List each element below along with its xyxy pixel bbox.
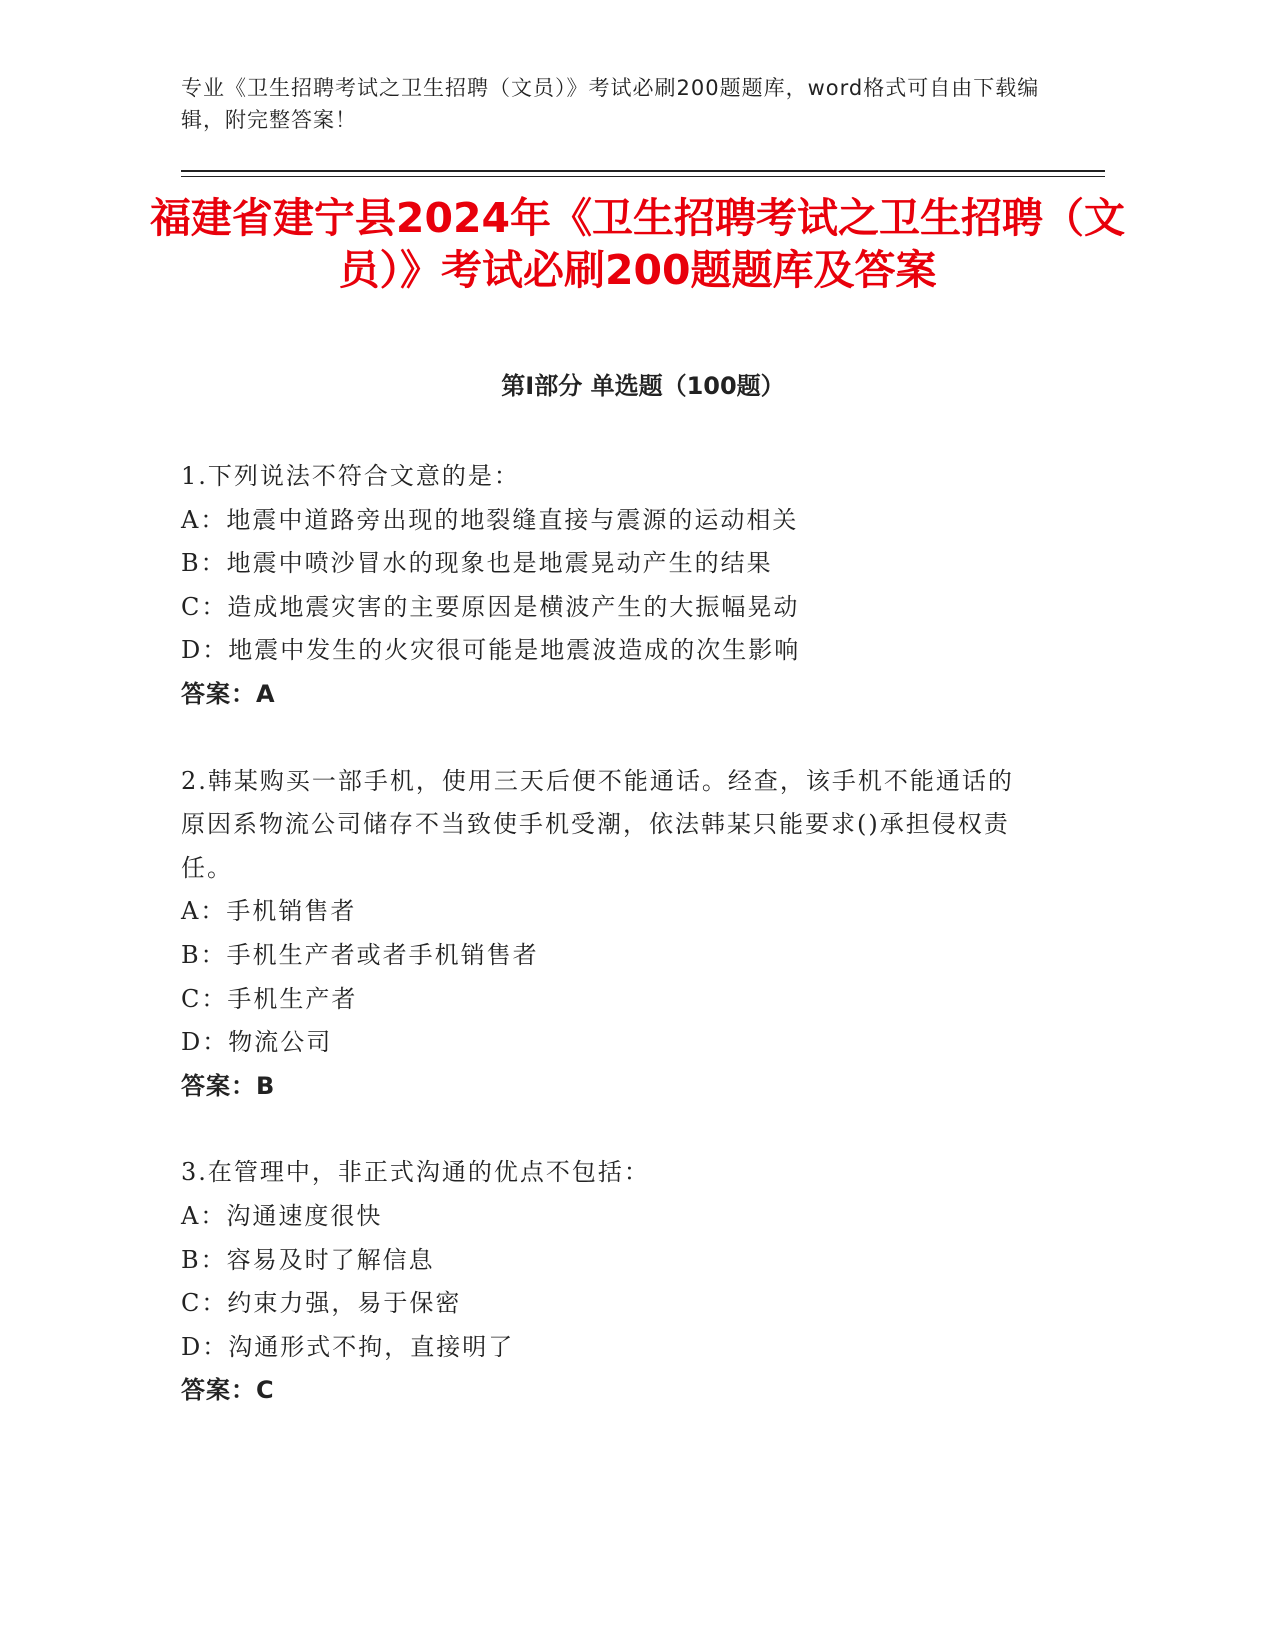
header-rule-thin xyxy=(181,176,1105,177)
option-d: D：物流公司 xyxy=(181,1028,333,1057)
document-title: 福建省建宁县2024年《卫生招聘考试之卫生招聘（文员）》考试必刷200题题库及答案 xyxy=(149,194,1126,294)
question-stem: 1.下列说法不符合文意的是： xyxy=(181,462,520,490)
option-c: C：造成地震灾害的主要原因是横波产生的大振幅晃动 xyxy=(181,592,800,621)
question-2 xyxy=(181,760,1031,1109)
option-d: D：沟通形式不拘，直接明了 xyxy=(181,1332,515,1361)
option-a: A：沟通速度很快 xyxy=(181,1201,383,1230)
option-b: B：容易及时了解信息 xyxy=(181,1245,435,1274)
intro-text: 专业《卫生招聘考试之卫生招聘（文员）》考试必刷200题题库，word格式可自由下载编辑，附完整答案！ xyxy=(181,76,1040,132)
question-stem: 2.韩某购买一部手机，使用三天后便不能通话。经查，该手机不能通话的原因系物流公司储存不当致使手机受潮，依法韩某只能要求()承担侵权责任。 xyxy=(181,766,1014,882)
option-d: D：地震中发生的火灾很可能是地震波造成的次生影响 xyxy=(181,636,801,665)
option-c: C：约束力强，易于保密 xyxy=(181,1289,462,1318)
answer-line: 答案：C xyxy=(181,1376,275,1405)
option-a: A：手机销售者 xyxy=(181,897,357,926)
question-stem: 3.在管理中，非正式沟通的优点不包括： xyxy=(181,1158,650,1187)
section-heading: 第Ⅰ部分 单选题（100题） xyxy=(501,372,785,400)
option-c: C：手机生产者 xyxy=(181,984,358,1013)
option-a: A：地震中道路旁出现的地裂缝直接与震源的运动相关 xyxy=(181,505,799,534)
question-list xyxy=(181,455,1031,1456)
question-3 xyxy=(181,1151,1031,1413)
answer-line: 答案：A xyxy=(181,679,276,708)
question-1 xyxy=(181,455,1031,717)
header-rule-thick xyxy=(181,170,1105,172)
option-b: B：手机生产者或者手机销售者 xyxy=(181,940,539,969)
answer-line: 答案：B xyxy=(181,1071,276,1100)
option-b: B：地震中喷沙冒水的现象也是地震晃动产生的结果 xyxy=(181,549,773,578)
